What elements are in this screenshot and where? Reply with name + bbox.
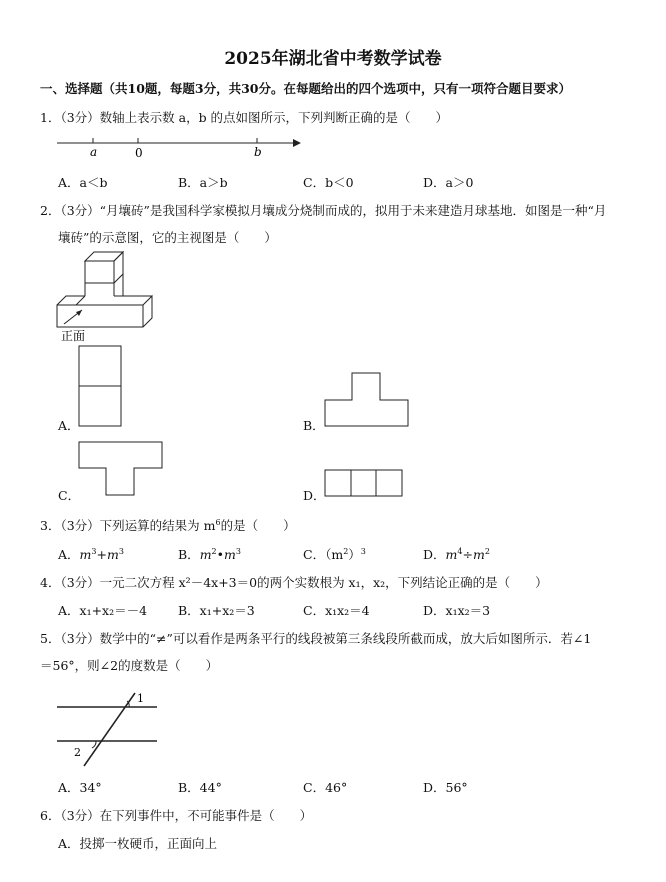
q5-option-d[interactable]: D．56° — [423, 780, 468, 795]
q2-option-d-figure[interactable] — [324, 469, 404, 497]
section-heading: 一、选择题（共10题，每题3分，共30分。在每题给出的四个选项中，只有一项符合题目要求） — [40, 81, 571, 96]
q3-option-b[interactable]: B．$m^2•m^3$ — [178, 546, 241, 562]
q3-option-d[interactable]: D．$m^4\div m^2$ — [423, 546, 490, 562]
q1-option-c[interactable]: C．b＜0 — [303, 175, 354, 190]
q2-option-b-letter[interactable]: B． — [303, 418, 325, 433]
q2-option-a-figure[interactable] — [78, 345, 122, 427]
q4-option-d[interactable]: D．x₁x₂＝3 — [423, 603, 491, 618]
label-zero: 0 — [135, 146, 143, 160]
q2-option-c-figure[interactable] — [78, 441, 164, 497]
q6-option-a[interactable]: A．投掷一枚硬币，正面向上 — [58, 836, 218, 851]
label-a: a — [90, 145, 98, 159]
q4-option-c[interactable]: C．x₁x₂＝4 — [303, 603, 370, 618]
page-title: 2025年湖北省中考数学试卷 — [224, 49, 442, 69]
angle-2-label: 2 — [74, 746, 81, 759]
q5-option-c[interactable]: C．46° — [303, 780, 348, 795]
q4-option-a[interactable]: A．x₁+x₂＝－4 — [58, 603, 148, 618]
transversal-line — [84, 693, 135, 766]
question-3-stem: 3．（3分）下列运算的结果为 $m^6$的是（ ） — [40, 517, 296, 533]
question-2-stem-line1: 2．（3分）“月壤砖”是我国科学家模拟月壤成分烧制而成的，拟用于未来建造月球基地．如图是一种“月 — [40, 203, 607, 218]
q1-option-a[interactable]: A．a＜b — [58, 175, 108, 190]
q5-option-a[interactable]: A．34° — [58, 780, 102, 795]
moon-brick-3d-figure — [55, 252, 165, 347]
q1-option-d[interactable]: D．a＞0 — [423, 175, 474, 190]
q3-option-a[interactable]: A．$m^3+m^3$ — [58, 546, 124, 562]
question-6-stem: 6．（3分）在下列事件中，不可能事件是（ ） — [40, 808, 313, 823]
question-2-stem-line2: 壤砖”的示意图，它的主视图是（ ） — [58, 230, 277, 245]
q2-option-d-letter[interactable]: D． — [303, 488, 326, 503]
label-b: b — [254, 145, 262, 159]
question-1-stem: 1．（3分）数轴上表示数 a，b 的点如图所示，下列判断正确的是（ ） — [40, 110, 449, 125]
question-4-stem: 4．（3分）一元二次方程 x²－4x+3＝0的两个实数根为 x₁，x₂，下列结论正确的是（ ） — [40, 575, 548, 590]
q4-option-b[interactable]: B．x₁+x₂＝3 — [178, 603, 255, 618]
question-5-stem-line2: ＝56°，则∠2的度数是（ ） — [40, 658, 219, 673]
question-5-stem-line1: 5．（3分）数学中的“≠”可以看作是两条平行的线段被第三条线段所截而成，放大后如图所示．若∠1 — [40, 631, 592, 646]
q1-option-b[interactable]: B．a＞b — [178, 175, 228, 190]
q2-option-b-figure[interactable] — [324, 372, 410, 428]
not-equal-sign-figure — [55, 690, 165, 770]
q2-option-c-letter[interactable]: C． — [58, 488, 81, 503]
q3-option-c[interactable]: C．$(m^2)^3$ — [303, 546, 366, 562]
q2-option-a-letter[interactable]: A． — [58, 418, 80, 433]
number-line-arrow — [293, 139, 301, 147]
number-line-figure — [55, 132, 305, 160]
front-label: 正面 — [61, 329, 86, 343]
q5-option-b[interactable]: B．44° — [178, 780, 222, 795]
angle-1-label: 1 — [137, 692, 144, 705]
